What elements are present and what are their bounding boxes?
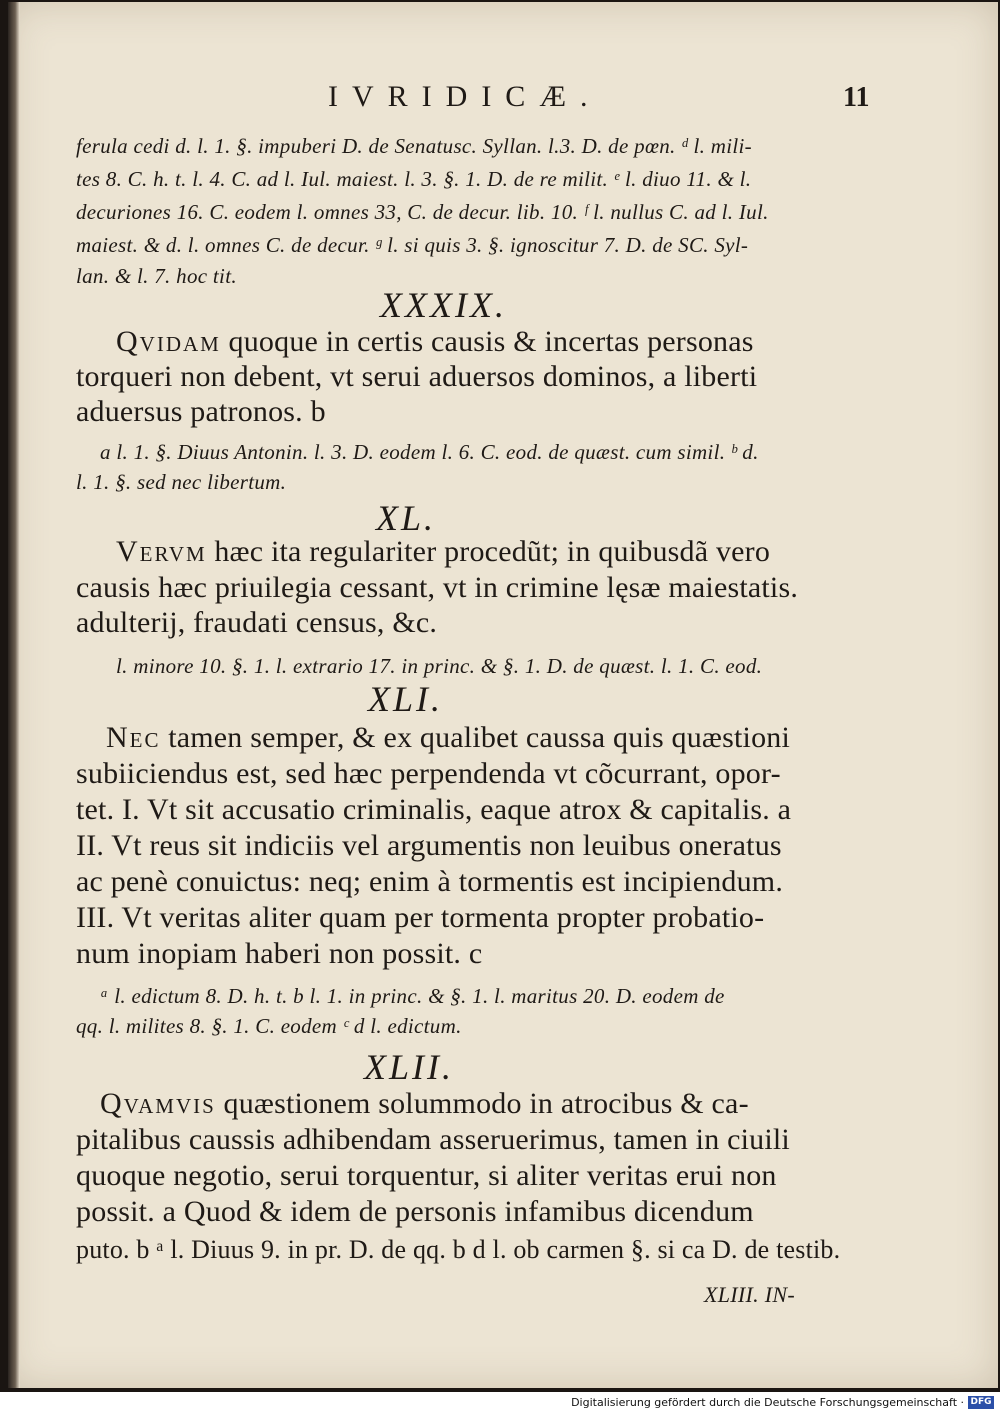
paragraph-line: causis hæc priuilegia cessant, vt in crimine lęsæ maiestatis. bbox=[76, 571, 799, 604]
running-header: IVRIDICÆ. bbox=[328, 80, 602, 113]
paragraph-line: tet. I. Vt sit accusatio criminalis, eaque atrox & capitalis. a bbox=[76, 793, 792, 826]
paragraph-lead-word: Qvamvis bbox=[100, 1087, 216, 1120]
book-page bbox=[8, 2, 998, 1388]
paragraph-line: puto. b ᵃ l. Diuus 9. in pr. D. de qq. b d l. ob carmen §. si ca D. de testib. bbox=[76, 1235, 841, 1264]
paragraph-line: III. Vt veritas aliter quam per tormenta propter probatio- bbox=[76, 901, 765, 934]
paragraph-line: II. Vt reus sit indiciis vel argumentis non leuibus oneratus bbox=[76, 829, 782, 862]
paragraph-lead-word: Vervm bbox=[116, 535, 207, 568]
footnote-line: ᵃ l. edictum 8. D. h. t. b l. 1. in princ. & §. 1. l. maritus 20. D. eodem de bbox=[100, 984, 725, 1008]
digitization-footer bbox=[0, 1392, 1000, 1414]
section-numeral: XL. bbox=[376, 498, 437, 538]
paragraph-line: Qvamvis quæstionem solummodo in atrocibus & ca- bbox=[100, 1087, 749, 1120]
footnote-line: ferula cedi d. l. 1. §. impuberi D. de Senatusc. Syllan. l.3. D. de pœn. ᵈ l. mili- bbox=[76, 134, 752, 158]
dfg-logo-icon: DFG bbox=[968, 1396, 994, 1409]
catchword: XLIII. IN- bbox=[704, 1282, 795, 1307]
footnote-line: decuriones 16. C. eodem l. omnes 33, C. de decur. lib. 10. ᶠ l. nullus C. ad l. Iul. bbox=[76, 200, 769, 224]
footnote-line: a l. 1. §. Diuus Antonin. l. 3. D. eodem l. 6. C. eod. de quæst. cum simil. ᵇ d. bbox=[100, 440, 759, 464]
paragraph-lead-word: Qvidam bbox=[116, 325, 221, 358]
paragraph-line: quoque negotio, serui torquentur, si aliter veritas erui non bbox=[76, 1159, 777, 1192]
footnote-line: tes 8. C. h. t. l. 4. C. ad l. Iul. maiest. l. 3. §. 1. D. de re milit. ᵉ l. diuo 11. & l. bbox=[76, 167, 752, 191]
paragraph-line: Qvidam quoque in certis causis & incertas personas bbox=[116, 325, 754, 358]
paragraph-line: torqueri non debent, vt serui aduersos dominos, a liberti bbox=[76, 360, 758, 393]
section-numeral: XXXIX. bbox=[380, 285, 507, 325]
paragraph-line: subiiciendus est, sed hæc perpendenda vt cõcurrant, opor- bbox=[76, 757, 781, 790]
paragraph-line: num inopiam haberi non possit. c bbox=[76, 937, 483, 970]
footnote-line: qq. l. milites 8. §. 1. C. eodem ᶜ d l. edictum. bbox=[76, 1014, 462, 1038]
paragraph-line: pitalibus caussis adhibendam asseruerimus, tamen in ciuili bbox=[76, 1123, 790, 1156]
paragraph-lead-word: Nec bbox=[106, 721, 161, 754]
paragraph-line: adulterij, fraudati census, &c. bbox=[76, 606, 438, 639]
footnote-line: l. 1. §. sed nec libertum. bbox=[76, 470, 287, 494]
paragraph-line: Vervm hæc ita regulariter procedũt; in quibusdã vero bbox=[116, 535, 771, 568]
footnote-line: maiest. & d. l. omnes C. de decur. ᵍ l. si quis 3. §. ignoscitur 7. D. de SC. Syl- bbox=[76, 233, 749, 257]
funding-credit: Digitalisierung gefördert durch die Deutsche Forschungsgemeinschaft · bbox=[571, 1396, 964, 1409]
section-numeral: XLII. bbox=[364, 1047, 454, 1087]
footnote-line: l. minore 10. §. 1. l. extrario 17. in princ. & §. 1. D. de quæst. l. 1. C. eod. bbox=[116, 654, 763, 678]
page-binding-edge bbox=[8, 2, 20, 1388]
paragraph-line: possit. a Quod & idem de personis infamibus dicendum bbox=[76, 1195, 754, 1228]
footnote-line: lan. & l. 7. hoc tit. bbox=[76, 264, 237, 288]
paragraph-line: aduersus patronos. b bbox=[76, 395, 326, 428]
section-numeral: XLI. bbox=[368, 679, 443, 719]
paragraph-line: ac penè conuictus: neq; enim à tormentis est incipiendum. bbox=[76, 865, 784, 898]
page-number: 11 bbox=[843, 82, 870, 113]
paragraph-line: Nec tamen semper, & ex qualibet caussa quis quæstioni bbox=[106, 721, 791, 754]
